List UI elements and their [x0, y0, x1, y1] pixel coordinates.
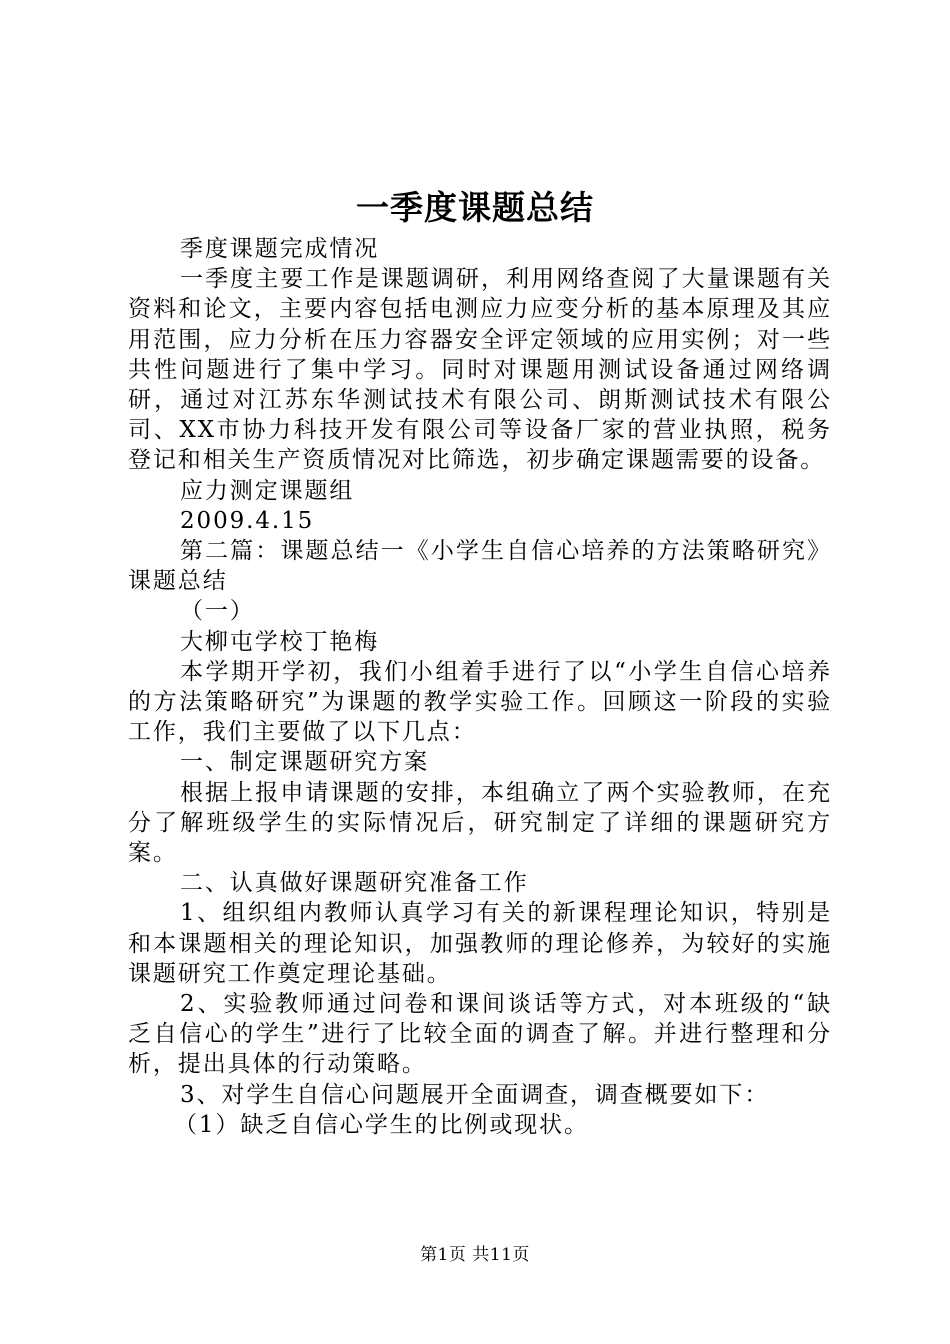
paragraph-section-heading: 季度课题完成情况 — [180, 236, 380, 262]
paragraph-item-1: 1、组织组内教师认真学习有关的新课程理论知识，特别是和本课题相关的理论知识，加强教师的理论修养，为较好的实施课题研究工作奠定理论基础。 — [128, 900, 832, 987]
document-title: 一季度课题总结 — [356, 188, 594, 227]
paragraph-body: 一季度主要工作是课题调研，利用网络查阅了大量课题有关资料和论文，主要内容包括电测应力应变分析的基本原理及其应用范围，应力分析在压力容器安全评定领域的应用实例；对一些共性问题进行了集中学习。同时对课题用测试设备通过网络调研，通过对江苏东华测试技术有限公司、朗斯测试技术有限公司、XX市协力科技开发有限公司等设备厂家的营业执照，税务登记和相关生产资质情况对比筛选，初步确定课题需要的设备。 — [128, 266, 832, 474]
paragraph-second-article-title: 第二篇：课题总结一《小学生自信心培养的方法策略研究》课题总结 — [128, 538, 832, 595]
document-body — [128, 234, 832, 1140]
paragraph-heading-2: 二、认真做好课题研究准备工作 — [180, 870, 529, 897]
paragraph-item-2: 2、实验教师通过问卷和课间谈话等方式，对本班级的“缺乏自信心的学生”进行了比较全面的调查了解。并进行整理和分析，提出具体的行动策略。 — [128, 991, 832, 1078]
paragraph-signature-group: 应力测定课题组 — [180, 477, 355, 504]
paragraph-part-number: （一） — [180, 598, 255, 625]
paragraph-subitem-1: （1）缺乏自信心学生的比例或现状。 — [174, 1111, 589, 1138]
paragraph-author: 大柳屯学校丁艳梅 — [180, 628, 380, 655]
paragraph-body: 根据上报申请课题的安排，本组确立了两个实验教师，在充分了解班级学生的实际情况后，研究制定了详细的课题研究方案。 — [128, 779, 832, 867]
paragraph-item-3: 3、对学生自信心问题展开全面调查，调查概要如下： — [180, 1081, 770, 1108]
paragraph-intro: 本学期开学初，我们小组着手进行了以“小学生自信心培养的方法策略研究”为课题的教学实验工作。回顾这一阶段的实验工作，我们主要做了以下几点： — [128, 658, 832, 746]
paragraph-date: 2009.4.15 — [180, 507, 315, 534]
paragraph-heading-1: 一、制定课题研究方案 — [180, 749, 429, 776]
page-number-footer: 第1页 共11页 — [420, 1245, 530, 1265]
